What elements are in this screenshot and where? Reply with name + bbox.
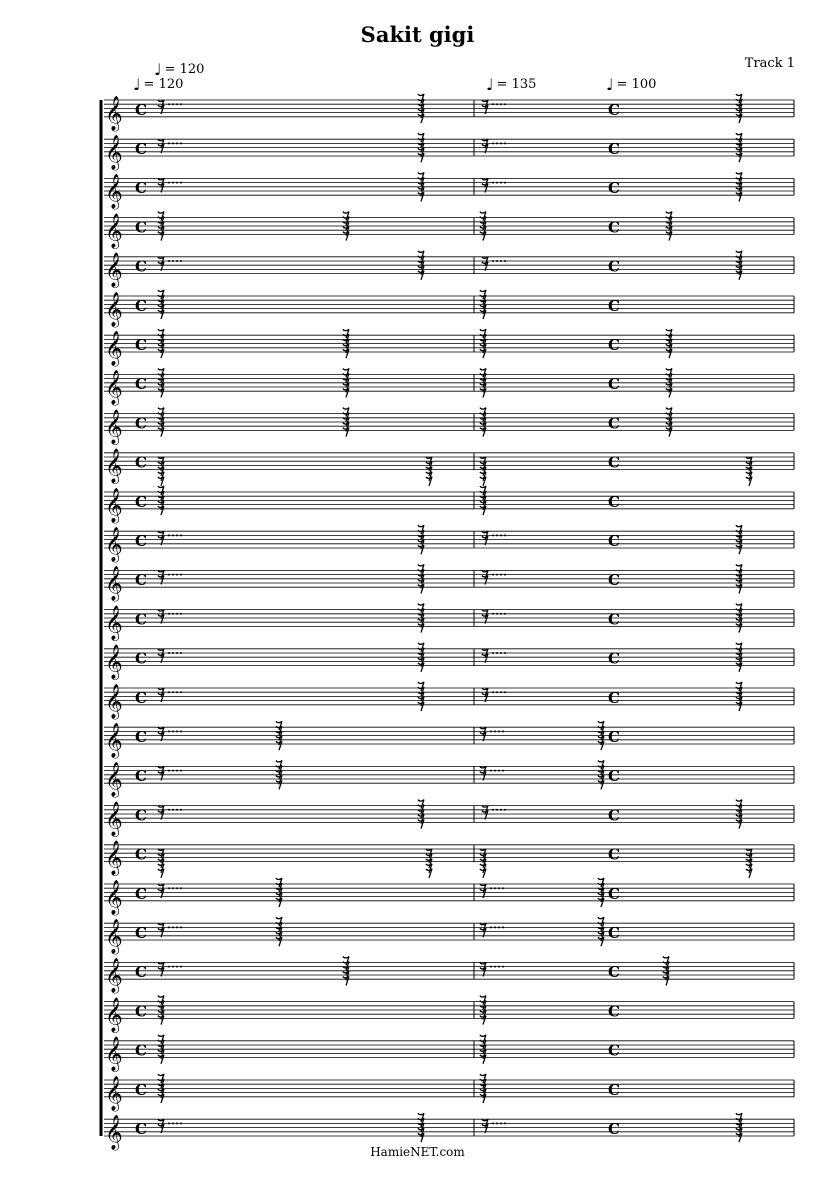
rest-dot <box>168 103 170 105</box>
rest-dot <box>168 534 170 536</box>
rest-dot <box>504 809 506 811</box>
track-label: Track 1 <box>744 56 795 71</box>
rest-dot <box>176 770 178 772</box>
rest-dot <box>498 770 500 772</box>
time-signature: C <box>608 1002 620 1021</box>
rest-dot <box>172 260 174 262</box>
rest-dot <box>176 142 178 144</box>
rest-glyph <box>158 570 164 584</box>
time-signature: C <box>135 688 147 707</box>
rest-dot <box>500 103 502 105</box>
rest-dot <box>176 574 178 576</box>
rest-dot <box>180 534 182 536</box>
rest-dot <box>176 966 178 968</box>
rest-dot <box>498 887 500 889</box>
time-signature: C <box>608 532 620 550</box>
rest-dot <box>504 613 506 615</box>
rest-dot <box>172 1122 174 1124</box>
rest-dot <box>500 809 502 811</box>
rest-dot <box>504 260 506 262</box>
time-signature: C <box>608 767 620 786</box>
rest-dot <box>168 730 170 732</box>
score-title: Sakit gigi <box>360 22 475 47</box>
rest-dot <box>176 652 178 654</box>
time-signature: C <box>135 100 147 119</box>
treble-clef-icon: 𝄞 <box>105 213 123 249</box>
rest-dot <box>176 691 178 693</box>
rest-dot <box>180 730 182 732</box>
rest-dot <box>180 142 182 144</box>
rest-dot <box>504 534 506 536</box>
rest-glyph <box>480 923 486 937</box>
treble-clef-icon: 𝄞 <box>105 331 123 366</box>
rest-dot <box>176 1122 178 1124</box>
rest-dot <box>502 730 504 732</box>
rest-dot <box>504 691 506 693</box>
time-signature: C <box>608 845 620 864</box>
treble-clef-icon: 𝄞 <box>105 1115 123 1150</box>
time-signature: C <box>135 649 147 668</box>
time-signature: C <box>135 610 147 629</box>
rest-dot <box>500 691 502 693</box>
rest-glyph <box>480 962 486 976</box>
rest-dot <box>172 809 174 811</box>
rest-dot <box>176 887 178 889</box>
rest-dot <box>496 809 498 811</box>
rest-dot <box>176 730 178 732</box>
time-signature: C <box>135 1041 147 1060</box>
rest-dot <box>504 142 506 144</box>
time-signature: C <box>135 532 147 550</box>
rest-dot <box>496 691 498 693</box>
rest-glyph <box>482 688 488 702</box>
treble-clef-icon: 𝄞 <box>105 252 123 288</box>
treble-clef-icon: 𝄞 <box>105 919 123 954</box>
time-signature: C <box>135 140 147 158</box>
rest-dot <box>494 966 496 968</box>
rest-dot <box>502 966 504 968</box>
rest-glyph <box>482 570 488 584</box>
time-signature: C <box>608 492 620 511</box>
rest-dot <box>496 182 498 184</box>
rest-dot <box>492 103 494 105</box>
treble-clef-icon: 𝄞 <box>105 135 123 170</box>
treble-clef-icon: 𝄞 <box>105 997 123 1033</box>
time-signature: C <box>135 1002 147 1021</box>
rest-dot <box>494 770 496 772</box>
rest-glyph <box>158 531 164 545</box>
rest-glyph <box>158 257 164 271</box>
rest-dot <box>496 574 498 576</box>
rest-dot <box>492 574 494 576</box>
time-signature: C <box>135 453 147 472</box>
time-signature: C <box>135 179 147 198</box>
time-signature: C <box>608 375 620 394</box>
rest-dot <box>496 260 498 262</box>
time-signature: C <box>608 688 620 707</box>
rest-dot <box>490 770 492 772</box>
rest-glyph <box>482 139 488 153</box>
rest-dot <box>492 613 494 615</box>
time-signature: C <box>608 649 620 668</box>
rest-dot <box>492 142 494 144</box>
quarter-note-icon: ♩ <box>486 75 494 94</box>
rest-dot <box>168 142 170 144</box>
rest-dot <box>172 534 174 536</box>
rest-dot <box>180 613 182 615</box>
rest-dot <box>496 142 498 144</box>
rest-dot <box>180 691 182 693</box>
time-signature: C <box>135 257 147 276</box>
rest-dot <box>492 652 494 654</box>
time-signature: C <box>608 336 620 354</box>
treble-clef-icon: 𝄞 <box>105 958 123 994</box>
time-signature: C <box>135 924 147 942</box>
time-signature: C <box>135 806 147 825</box>
rest-dot <box>504 182 506 184</box>
rest-dot <box>176 103 178 105</box>
rest-dot <box>504 574 506 576</box>
rest-dot <box>168 613 170 615</box>
rest-dot <box>496 534 498 536</box>
quarter-note-icon: ♩ <box>606 75 614 94</box>
rest-dot <box>176 809 178 811</box>
rest-dot <box>494 730 496 732</box>
treble-clef-icon: 𝄞 <box>105 448 123 484</box>
rest-dot <box>490 887 492 889</box>
rest-glyph <box>482 610 488 624</box>
treble-clef-icon: 𝄞 <box>105 1036 123 1072</box>
rest-dot <box>490 966 492 968</box>
rest-glyph <box>480 884 486 898</box>
rest-dot <box>500 574 502 576</box>
rest-dot <box>180 182 182 184</box>
rest-dot <box>172 966 174 968</box>
rest-glyph <box>158 1119 164 1133</box>
rest-dot <box>498 926 500 928</box>
rest-dot <box>500 182 502 184</box>
rest-dot <box>180 887 182 889</box>
time-signature: C <box>135 1080 147 1099</box>
rest-dot <box>168 260 170 262</box>
rest-glyph <box>158 962 164 976</box>
rest-dot <box>498 730 500 732</box>
rest-glyph <box>482 100 488 114</box>
time-signature: C <box>135 218 147 237</box>
treble-clef-icon: 𝄞 <box>105 762 123 798</box>
rest-dot <box>492 182 494 184</box>
rest-dot <box>176 260 178 262</box>
rest-glyph <box>158 766 164 780</box>
time-signature: C <box>135 296 147 315</box>
time-signature: C <box>135 571 147 590</box>
rest-glyph <box>158 727 164 741</box>
rest-dot <box>180 770 182 772</box>
rest-glyph <box>482 649 488 663</box>
rest-glyph <box>482 531 488 545</box>
time-signature: C <box>608 963 620 982</box>
rest-dot <box>172 770 174 772</box>
tempo-value: = 120 <box>143 77 184 92</box>
time-signature: C <box>135 845 147 864</box>
footer-credit: HamieNET.com <box>370 1145 465 1159</box>
rest-dot <box>168 182 170 184</box>
rest-dot <box>490 926 492 928</box>
treble-clef-icon: 𝄞 <box>105 370 123 406</box>
time-signature: C <box>608 179 620 198</box>
time-signature: C <box>608 296 620 315</box>
rest-dot <box>176 613 178 615</box>
rest-dot <box>492 260 494 262</box>
treble-clef-icon: 𝄞 <box>105 1075 123 1111</box>
rest-dot <box>500 1122 502 1124</box>
rest-glyph <box>158 610 164 624</box>
rest-dot <box>500 613 502 615</box>
rest-dot <box>500 534 502 536</box>
time-signature: C <box>135 414 147 433</box>
rest-dot <box>168 887 170 889</box>
treble-clef-icon: 𝄞 <box>105 605 123 641</box>
rest-dot <box>502 770 504 772</box>
time-signature: C <box>135 884 147 903</box>
tempo-value: = 100 <box>616 77 657 92</box>
rest-dot <box>180 966 182 968</box>
treble-clef-icon: 𝄞 <box>105 840 123 876</box>
rest-dot <box>502 887 504 889</box>
rest-dot <box>168 926 170 928</box>
rest-dot <box>494 887 496 889</box>
rest-dot <box>172 887 174 889</box>
rest-dot <box>172 574 174 576</box>
rest-glyph <box>480 727 486 741</box>
treble-clef-icon: 𝄞 <box>105 291 123 327</box>
treble-clef-icon: 𝄞 <box>105 527 123 562</box>
treble-clef-icon: 𝄞 <box>105 879 123 915</box>
rest-glyph <box>480 766 486 780</box>
treble-clef-icon: 𝄞 <box>105 683 123 719</box>
treble-clef-icon: 𝄞 <box>105 566 123 602</box>
rest-dot <box>172 691 174 693</box>
rest-dot <box>496 1122 498 1124</box>
rest-dot <box>168 966 170 968</box>
time-signature: C <box>608 571 620 590</box>
rest-glyph <box>158 884 164 898</box>
rest-dot <box>168 574 170 576</box>
time-signature: C <box>608 1120 620 1138</box>
rest-dot <box>176 926 178 928</box>
rest-dot <box>168 1122 170 1124</box>
rest-dot <box>500 260 502 262</box>
time-signature: C <box>608 728 620 746</box>
rest-dot <box>168 691 170 693</box>
time-signature: C <box>608 806 620 825</box>
time-signature: C <box>608 257 620 276</box>
time-signature: C <box>608 1080 620 1099</box>
rest-dot <box>168 652 170 654</box>
rest-dot <box>180 574 182 576</box>
time-signature: C <box>135 728 147 746</box>
time-signature: C <box>608 218 620 237</box>
rest-glyph <box>482 178 488 192</box>
time-signature: C <box>135 336 147 354</box>
rest-dot <box>172 613 174 615</box>
rest-dot <box>490 730 492 732</box>
rest-dot <box>180 652 182 654</box>
rest-dot <box>496 613 498 615</box>
treble-clef-icon: 𝄞 <box>105 409 123 445</box>
rest-dot <box>180 926 182 928</box>
rest-dot <box>500 652 502 654</box>
rest-glyph <box>158 139 164 153</box>
rest-dot <box>172 103 174 105</box>
time-signature: C <box>608 140 620 158</box>
rest-glyph <box>158 100 164 114</box>
rest-dot <box>496 103 498 105</box>
rest-dot <box>496 652 498 654</box>
treble-clef-icon: 𝄞 <box>105 801 123 837</box>
rest-glyph <box>482 806 488 820</box>
time-signature: C <box>608 453 620 472</box>
time-signature: C <box>135 1120 147 1138</box>
rest-glyph <box>158 178 164 192</box>
rest-dot <box>168 770 170 772</box>
rest-dot <box>500 142 502 144</box>
rest-dot <box>172 730 174 732</box>
time-signature: C <box>135 375 147 394</box>
rest-dot <box>492 691 494 693</box>
rest-dot <box>180 809 182 811</box>
rest-dot <box>492 534 494 536</box>
rest-dot <box>180 103 182 105</box>
rest-glyph <box>158 688 164 702</box>
rest-dot <box>172 926 174 928</box>
time-signature: C <box>608 414 620 433</box>
rest-dot <box>504 652 506 654</box>
treble-clef-icon: 𝄞 <box>105 174 123 210</box>
treble-clef-icon: 𝄞 <box>105 95 123 131</box>
treble-clef-icon: 𝄞 <box>105 644 123 680</box>
rest-dot <box>168 809 170 811</box>
rest-glyph <box>482 1119 488 1133</box>
rest-dot <box>180 260 182 262</box>
rest-dot <box>176 534 178 536</box>
rest-dot <box>502 926 504 928</box>
rest-dot <box>504 103 506 105</box>
quarter-note-icon: ♩ <box>154 60 162 79</box>
time-signature: C <box>608 100 620 119</box>
time-signature: C <box>608 610 620 629</box>
time-signature: C <box>608 1041 620 1060</box>
rest-glyph <box>158 923 164 937</box>
time-signature: C <box>135 767 147 786</box>
time-signature: C <box>608 924 620 942</box>
rest-glyph <box>482 257 488 271</box>
rest-glyph <box>158 806 164 820</box>
tempo-value: = 120 <box>164 62 205 77</box>
rest-dot <box>492 1122 494 1124</box>
rest-dot <box>180 1122 182 1124</box>
rest-dot <box>504 1122 506 1124</box>
rest-dot <box>176 182 178 184</box>
tempo-value: = 135 <box>496 77 537 92</box>
rest-dot <box>172 142 174 144</box>
rest-dot <box>498 966 500 968</box>
time-signature: C <box>135 492 147 511</box>
rest-dot <box>492 809 494 811</box>
treble-clef-icon: 𝄞 <box>105 487 123 523</box>
time-signature: C <box>135 963 147 982</box>
treble-clef-icon: 𝄞 <box>105 723 123 758</box>
rest-glyph <box>158 649 164 663</box>
rest-dot <box>172 652 174 654</box>
quarter-note-icon: ♩ <box>133 75 141 94</box>
time-signature: C <box>608 884 620 903</box>
rest-dot <box>172 182 174 184</box>
rest-dot <box>494 926 496 928</box>
